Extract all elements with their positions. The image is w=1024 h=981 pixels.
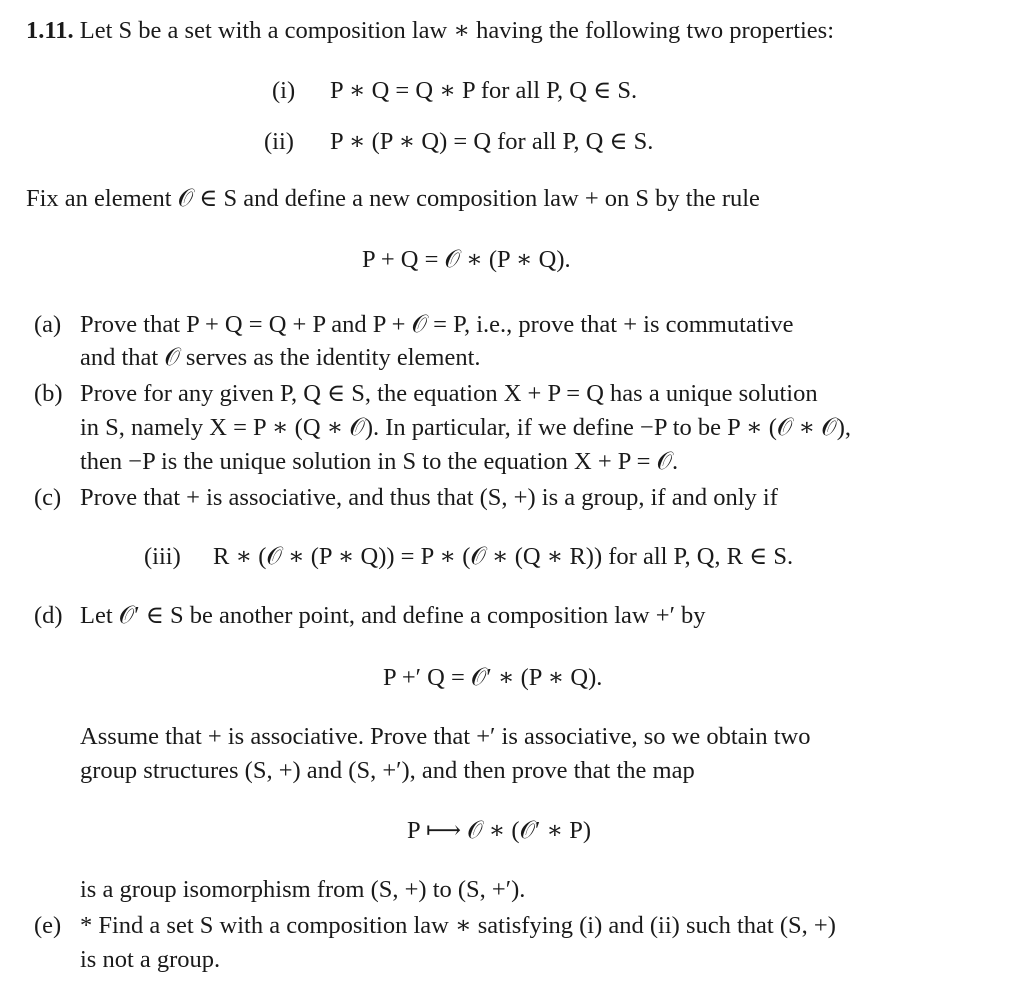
part-a-line1: Prove that P + Q = Q + P and P + 𝒪 = P, i.e., prove that + is commutative [80,311,794,338]
part-d-line4: is a group isomorphism from (S, +) to (S, +′). [80,876,526,903]
part-b-line3: then −P is the unique solution in S to the equation X + P = 𝒪. [80,448,679,475]
part-d-equation: P +′ Q = 𝒪′ ∗ (P ∗ Q). [383,664,603,691]
problem-intro: Let S be a set with a composition law ∗ having the following two properties: [79,17,835,44]
define-equation: P + Q = 𝒪 ∗ (P ∗ Q). [362,246,571,273]
part-e-label: (e) [34,912,62,939]
property-i: P ∗ Q = Q ∗ P for all P, Q ∈ S. [330,77,638,104]
part-a-label: (a) [34,311,62,338]
part-d-line3: group structures (S, +) and (S, +′), and then prove that the map [80,757,695,784]
part-d-label: (d) [34,602,63,629]
property-iii: R ∗ (𝒪 ∗ (P ∗ Q)) = P ∗ (𝒪 ∗ (Q ∗ R)) for all P, Q, R ∈ S. [213,543,794,570]
part-b-label: (b) [34,380,63,407]
part-c-label: (c) [34,484,62,511]
part-e-line2: is not a group. [80,946,221,973]
part-b-line1: Prove for any given P, Q ∈ S, the equation X + P = Q has a unique solution [80,380,818,407]
problem-number: 1.11. [26,17,74,44]
part-d-line2: Assume that + is associative. Prove that +′ is associative, so we obtain two [80,723,811,750]
part-e-line1: * Find a set S with a composition law ∗ satisfying (i) and (ii) such that (S, +) [80,912,836,939]
part-d-line1: Let 𝒪′ ∈ S be another point, and define a composition law +′ by [80,602,706,629]
property-i-label: (i) [272,77,296,104]
property-ii: P ∗ (P ∗ Q) = Q for all P, Q ∈ S. [330,128,654,155]
define-text: Fix an element 𝒪 ∈ S and define a new composition law + on S by the rule [26,185,760,212]
part-c-line1: Prove that + is associative, and thus that (S, +) is a group, if and only if [80,484,778,511]
problem-heading [26,14,834,48]
part-a-line2: and that 𝒪 serves as the identity element. [80,344,481,371]
property-iii-label: (iii) [144,543,181,570]
part-b-line2: in S, namely X = P ∗ (Q ∗ 𝒪). In particular, if we define −P to be P ∗ (𝒪 ∗ 𝒪), [80,414,851,441]
part-d-map: P ⟼ 𝒪 ∗ (𝒪′ ∗ P) [407,817,592,844]
property-ii-label: (ii) [264,128,294,155]
